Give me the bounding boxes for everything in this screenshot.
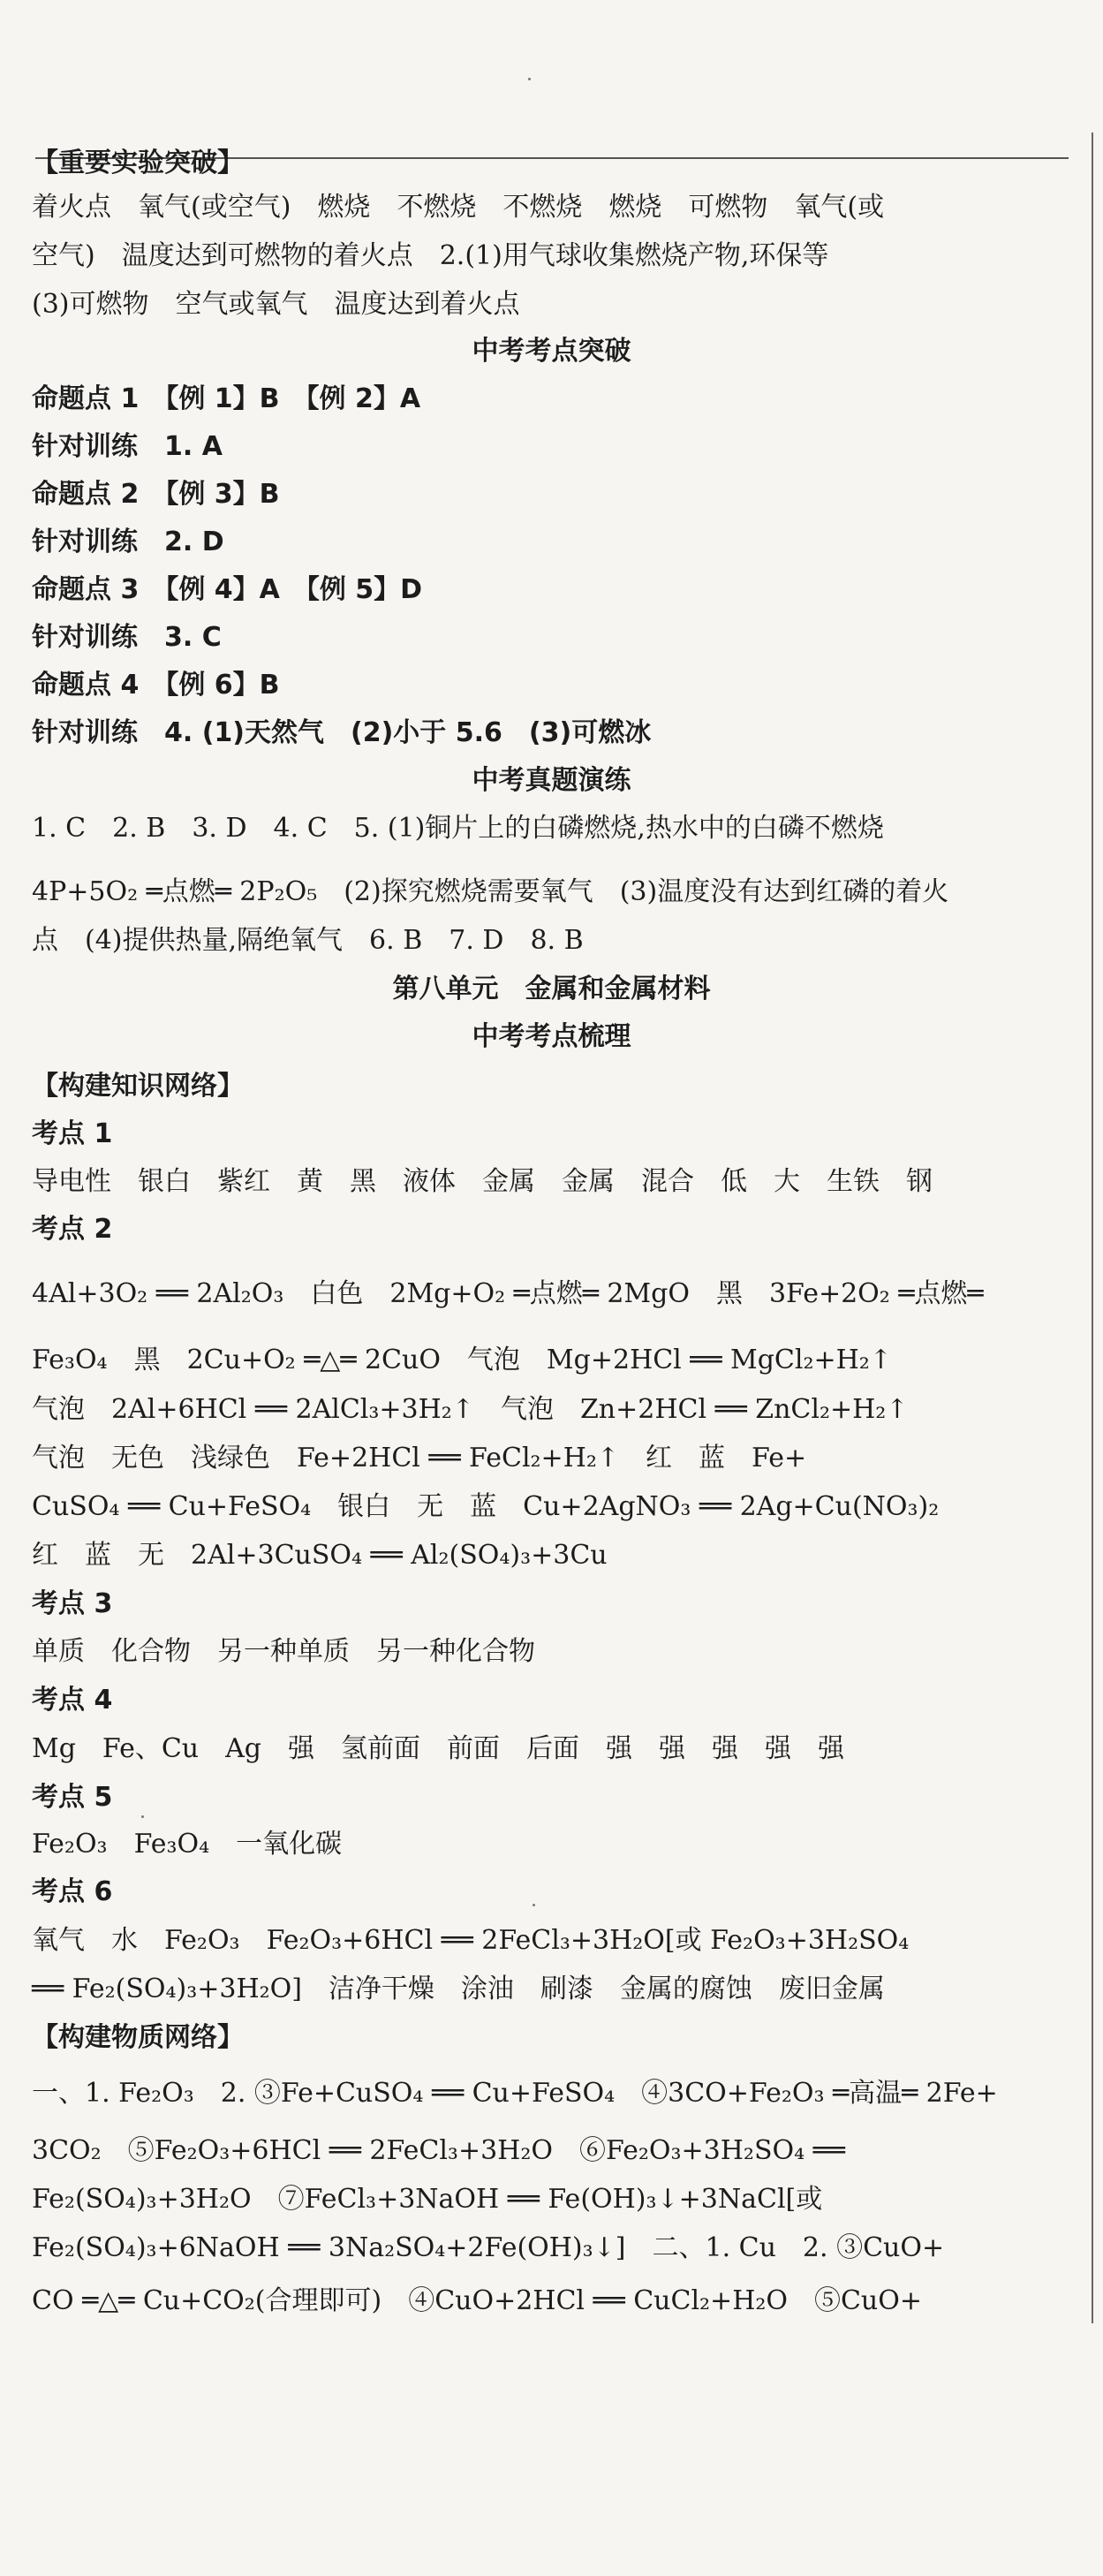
answer-line: 针对训练 2. D [32, 527, 224, 557]
answer-line: 命题点 1 【例 1】B 【例 2】A [32, 383, 421, 414]
answer-line: 氧气 水 Fe₂O₃ Fe₂O₃+6HCl ══ 2FeCl₃+3H₂O[或 Fe₂O₃+3H₂SO₄ [32, 1925, 910, 1956]
answer-line: Fe₂(SO₄)₃+6NaOH ══ 3Na₂SO₄+2Fe(OH)₃↓] 二、1. Cu 2. ③CuO+ [32, 2232, 945, 2263]
answer-line: CO ═△═ Cu+CO₂(合理即可) ④CuO+2HCl ══ CuCl₂+H₂O ⑤CuO+ [32, 2285, 922, 2316]
answer-line: Fe₂(SO₄)₃+3H₂O ⑦FeCl₃+3NaOH ══ Fe(OH)₃↓+3NaCl[或 [32, 2184, 823, 2215]
answer-line: 单质 化合物 另一种单质 另一种化合物 [32, 1636, 535, 1667]
answer-line: Mg Fe、Cu Ag 强 氢前面 前面 后面 强 强 强 强 强 [32, 1733, 844, 1764]
answer-line: 1. C 2. B 3. D 4. C 5. (1)铜片上的白磷燃烧,热水中的白磷不燃烧 [32, 813, 884, 844]
answer-line: 针对训练 4. (1)天然气 (2)小于 5.6 (3)可燃冰 [32, 717, 652, 748]
answer-line: 一、1. Fe₂O₃ 2. ③Fe+CuSO₄ ══ Cu+FeSO₄ ④3CO+Fe₂O₃ ═高温═ 2Fe+ [32, 2078, 998, 2109]
point-heading: 考点 1 [32, 1118, 113, 1149]
section-title-real-exams: 中考真题演练 [472, 765, 631, 796]
section-title-review: 中考考点梳理 [472, 1021, 631, 1052]
section-heading-knowledge-network: 【构建知识网络】 [32, 1071, 244, 1102]
section-heading-substance-network: 【构建物质网络】 [32, 2022, 244, 2053]
answer-line: 气泡 2Al+6HCl ══ 2AlCl₃+3H₂↑ 气泡 Zn+2HCl ══ ZnCl₂+H₂↑ [32, 1394, 909, 1425]
point-heading: 考点 5 [32, 1782, 113, 1813]
right-margin-line [1092, 133, 1093, 2323]
answer-line: 3CO₂ ⑤Fe₂O₃+6HCl ══ 2FeCl₃+3H₂O ⑥Fe₂O₃+3H₂SO₄ ══ [32, 2135, 845, 2166]
point-heading: 考点 6 [32, 1876, 113, 1907]
answer-line: 命题点 2 【例 3】B [32, 479, 280, 510]
answer-line: 4P+5O₂ ═点燃═ 2P₂O₅ (2)探究燃烧需要氧气 (3)温度没有达到红磷的着火 [32, 876, 949, 907]
answer-line: Fe₃O₄ 黑 2Cu+O₂ ═△═ 2CuO 气泡 Mg+2HCl ══ MgCl₂+H₂↑ [32, 1345, 892, 1375]
answer-line: (3)可燃物 空气或氧气 温度达到着火点 [32, 289, 520, 320]
answer-line: 针对训练 1. A [32, 431, 223, 462]
answer-line: 4Al+3O₂ ══ 2Al₂O₃ 白色 2Mg+O₂ ═点燃═ 2MgO 黑 3Fe+2O₂ ═点燃═ [32, 1278, 984, 1309]
answer-line: 空气) 温度达到可燃物的着火点 2.(1)用气球收集燃烧产物,环保等 [32, 240, 829, 271]
unit-title: 第八单元 金属和金属材料 [392, 974, 711, 1004]
point-heading: 考点 3 [32, 1588, 113, 1619]
answer-line: 命题点 3 【例 4】A 【例 5】D [32, 574, 423, 605]
answer-line: 着火点 氧气(或空气) 燃烧 不燃烧 不燃烧 燃烧 可燃物 氧气(或 [32, 192, 885, 223]
point-heading: 考点 4 [32, 1685, 113, 1716]
answer-line: CuSO₄ ══ Cu+FeSO₄ 银白 无 蓝 Cu+2AgNO₃ ══ 2Ag+Cu(NO₃)₂ [32, 1491, 940, 1522]
section-title-exam-points: 中考考点突破 [472, 336, 631, 367]
answer-line: 点 (4)提供热量,隔绝氧气 6. B 7. D 8. B [32, 925, 584, 956]
answer-line: Fe₂O₃ Fe₃O₄ 一氧化碳 [32, 1829, 343, 1860]
answer-line: 命题点 4 【例 6】B [32, 670, 280, 701]
answer-line: 针对训练 3. C [32, 622, 222, 653]
answer-line: ══ Fe₂(SO₄)₃+3H₂O] 洁净干燥 涂油 刷漆 金属的腐蚀 废旧金属 [32, 1974, 885, 2004]
scan-speck [528, 78, 531, 80]
answer-line: 导电性 银白 紫红 黄 黑 液体 金属 金属 混合 低 大 生铁 钢 [32, 1166, 933, 1197]
answer-line: 气泡 无色 浅绿色 Fe+2HCl ══ FeCl₂+H₂↑ 红 蓝 Fe+ [32, 1443, 807, 1474]
scan-speck [141, 1815, 144, 1818]
section-heading-experiment: 【重要实验突破】 [32, 148, 244, 178]
point-heading: 考点 2 [32, 1214, 113, 1245]
scan-speck [533, 1904, 535, 1906]
answer-line: 红 蓝 无 2Al+3CuSO₄ ══ Al₂(SO₄)₃+3Cu [32, 1540, 608, 1571]
